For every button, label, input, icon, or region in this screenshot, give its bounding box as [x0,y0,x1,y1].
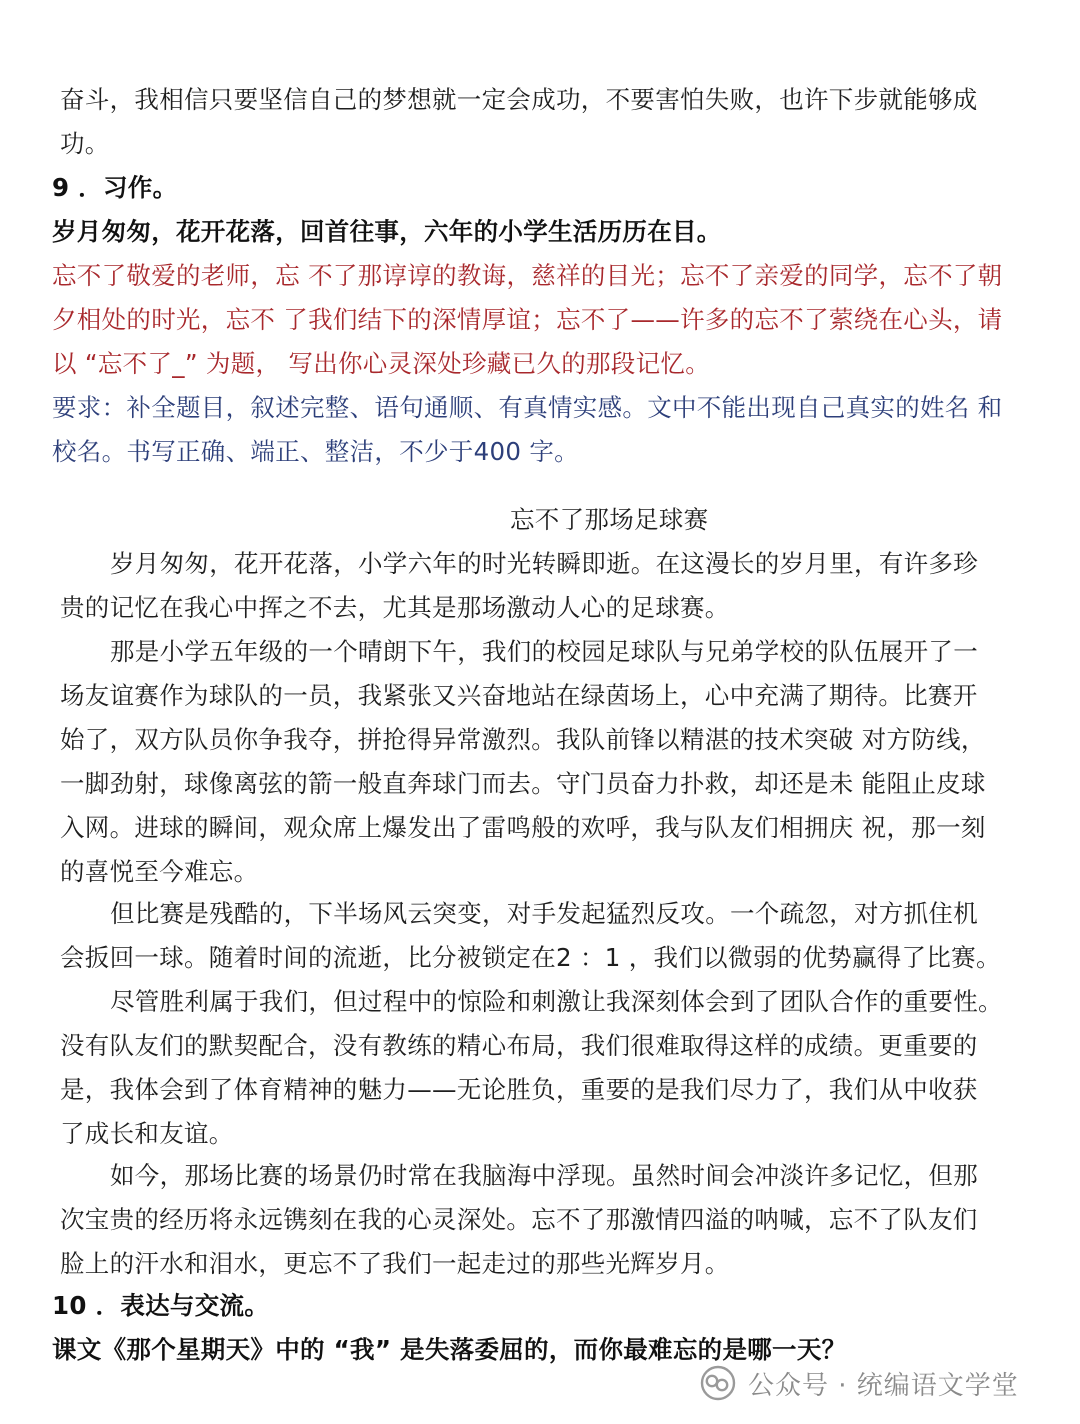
essay-line: 场友谊赛作为球队的一员，我紧张又兴奋地站在绿茵场上，心中充满了期待。比赛开 [60,681,978,710]
essay-line: 的喜悦至今难忘。 [60,857,259,886]
essay-line: 会扳回一球。随着时间的流逝，比分被锁定在2 ：1 ，我们以微弱的优势赢得了比赛。 [60,943,1001,972]
essay-line: 如今，那场比赛的场景仍时常在我脑海中浮现。虽然时间会冲淡许多记忆，但那 [110,1161,978,1190]
requirement-line: 要求：补全题目，叙述完整、语句通顺、有真情实感。文中不能出现自己真实的姓名 和 [52,393,1003,422]
text-line: 功。 [60,129,110,158]
watermark [698,1358,1019,1408]
essay-line: 脸上的汗水和泪水，更忘不了我们一起走过的那些光辉岁月。 [60,1249,730,1278]
question-10-heading: 10 ．表达与交流。 [52,1291,270,1320]
essay-line: 次宝贵的经历将永远镌刻在我的心灵深处。忘不了那激情四溢的呐喊，忘不了队友们 [60,1205,978,1234]
prompt-line: 以 “忘不了_” 为题， 写出你心灵深处珍藏已久的那段记忆。 [52,349,710,378]
essay-title: 忘不了那场足球赛 [510,505,709,534]
essay-line: 了成长和友谊。 [60,1119,234,1148]
essay-line: 没有队友们的默契配合，没有教练的精心布局，我们很难取得这样的成绩。更重要的 [60,1031,978,1060]
essay-line: 是，我体会到了体育精神的魅力——无论胜负，重要的是我们尽力了，我们从中收获 [60,1075,978,1104]
essay-line: 一脚劲射，球像离弦的箭一般直奔球门而去。守门员奋力扑救，却还是未 能阻止皮球 [60,769,986,798]
text-line: 奋斗，我相信只要坚信自己的梦想就一定会成功，不要害怕失败，也许下步就能够成 [60,85,978,114]
question-9-lead: 岁月匆匆，花开花落，回首往事，六年的小学生活历历在目。 [52,217,722,246]
essay-line: 贵的记忆在我心中挥之不去，尤其是那场激动人心的足球赛。 [60,593,730,622]
prompt-line: 夕相处的时光，忘不 了我们结下的深情厚谊；忘不了——许多的忘不了萦绕在心头，请 [52,305,1003,334]
question-10-prompt: 课文《那个星期天》中的 “我” 是失落委屈的，而你最难忘的是哪一天？ [52,1335,847,1364]
requirement-line: 校名。书写正确、端正、整洁，不少于400 字。 [52,437,579,466]
essay-line: 岁月匆匆，花开花落，小学六年的时光转瞬即逝。在这漫长的岁月里，有许多珍 [110,549,978,578]
essay-line: 那是小学五年级的一个晴朗下午，我们的校园足球队与兄弟学校的队伍展开了一 [110,637,978,666]
essay-line: 入网。进球的瞬间，观众席上爆发出了雷鸣般的欢呼，我与队友们相拥庆 祝，那一刻 [60,813,986,842]
wechat-official-account-icon [698,1363,738,1403]
essay-line: 始了，双方队员你争我夺，拼抢得异常激烈。我队前锋以精湛的技术突破 对方防线， [60,725,986,754]
question-9-heading: 9 ．习作。 [52,173,178,202]
prompt-line: 忘不了敬爱的老师，忘 不了那谆谆的教诲，慈祥的目光；忘不了亲爱的同学，忘不了朝 [52,261,1003,290]
essay-line: 但比赛是残酷的，下半场风云突变，对手发起猛烈反攻。一个疏忽，对方抓住机 [110,899,978,928]
essay-line: 尽管胜利属于我们，但过程中的惊险和刺激让我深刻体会到了团队合作的重要性。 [110,987,1003,1016]
watermark-text: 公众号 · 统编语文学堂 [748,1370,1019,1401]
